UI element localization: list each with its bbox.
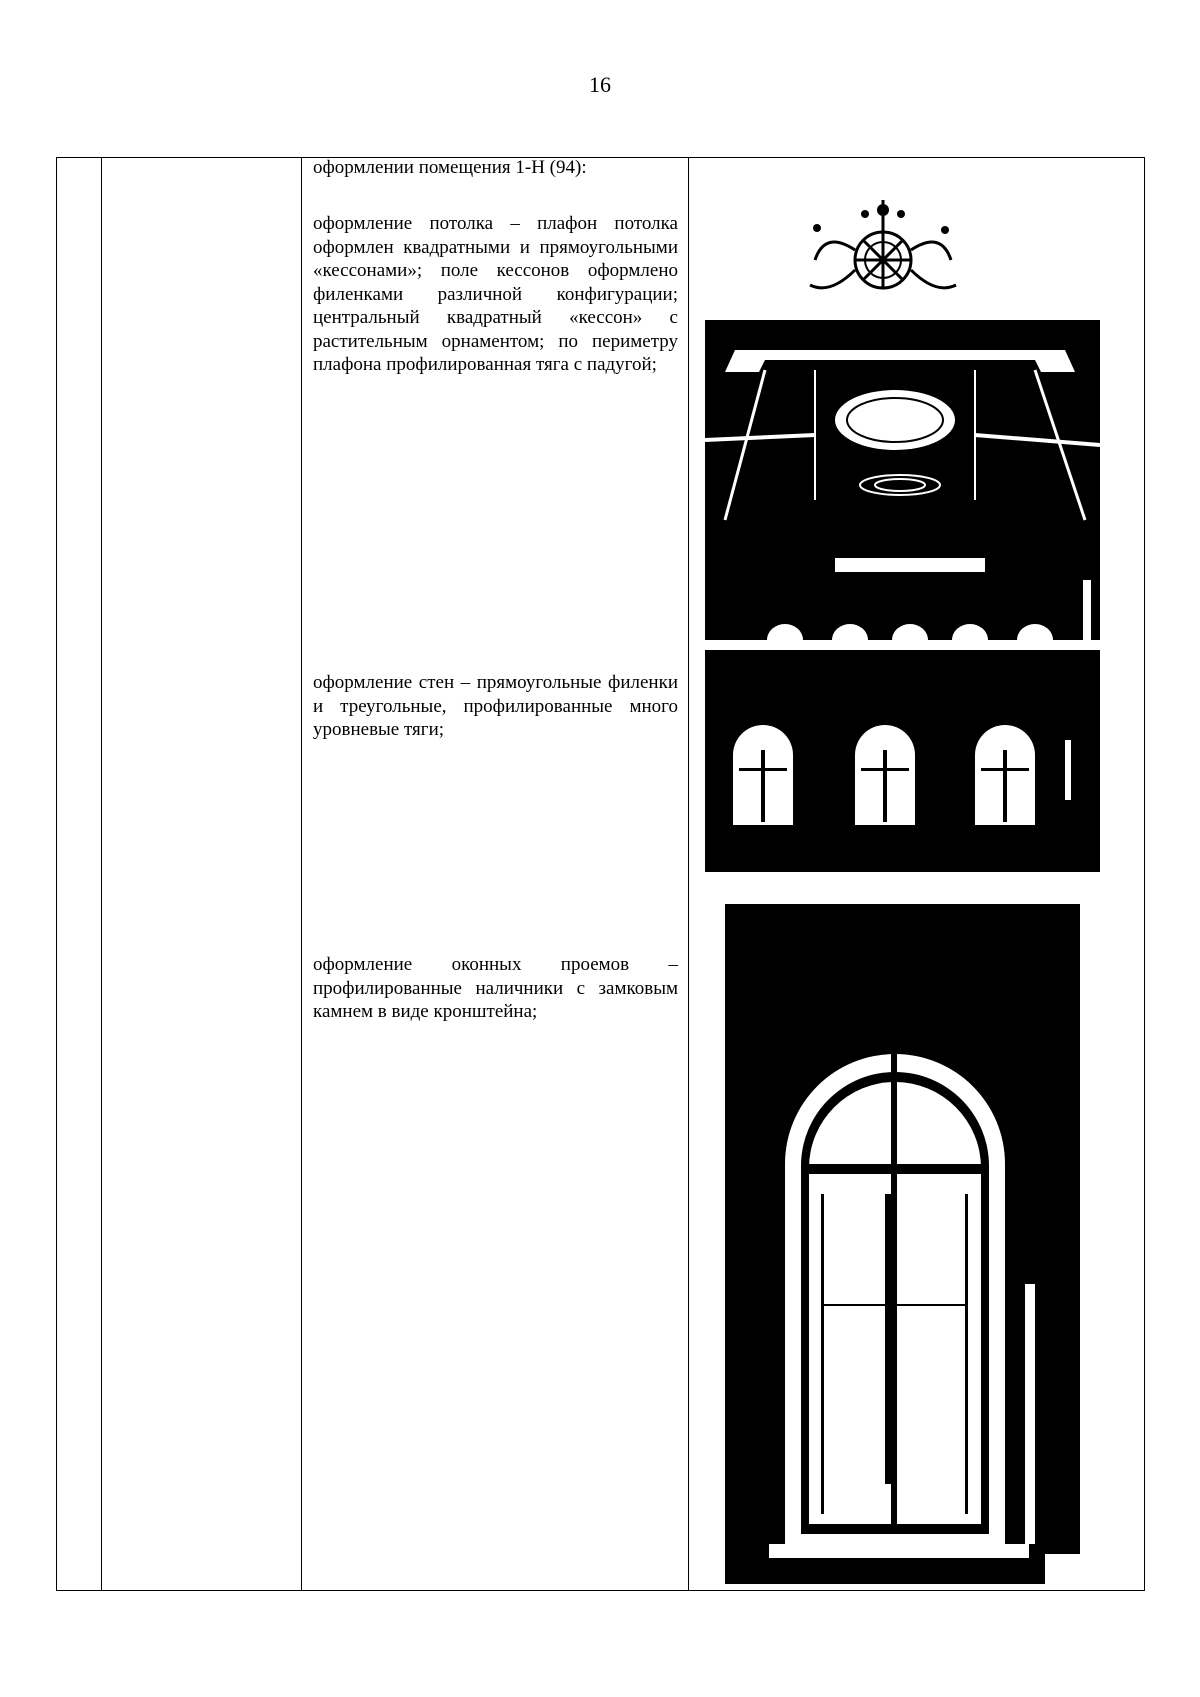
ceiling-photo <box>705 200 1100 640</box>
window-photo <box>725 904 1080 1584</box>
windows-description: оформление оконных проемов – профилированные наличники с замковым камнем в виде кронштейна; <box>313 954 678 1022</box>
heading-text: оформлении помещения 1-Н (94): <box>313 157 587 178</box>
arched-windows-wall-photo <box>705 650 1100 878</box>
walls-photo <box>705 650 1100 878</box>
ceiling-chandelier-photo <box>705 200 1100 640</box>
ceiling-description: оформление потолка – плафон потолка оформлен квадратными и прямоугольными «кессонами»; поле кессонов оформлено филенками различной конфигурации; центральный квадратный «кессон» с растительным орнаментом; по периметру плафона профилированная тяга с падугой; <box>313 213 678 375</box>
column-divider <box>101 158 102 1590</box>
arched-window-photo <box>725 904 1080 1584</box>
page-number: 16 <box>589 72 611 97</box>
column-divider <box>301 158 302 1590</box>
walls-description: оформление стен – прямоугольные филенки и треугольные, профилированные много уровневые тяги; <box>313 672 678 740</box>
description-table <box>56 157 1145 1591</box>
column-divider <box>688 158 689 1590</box>
